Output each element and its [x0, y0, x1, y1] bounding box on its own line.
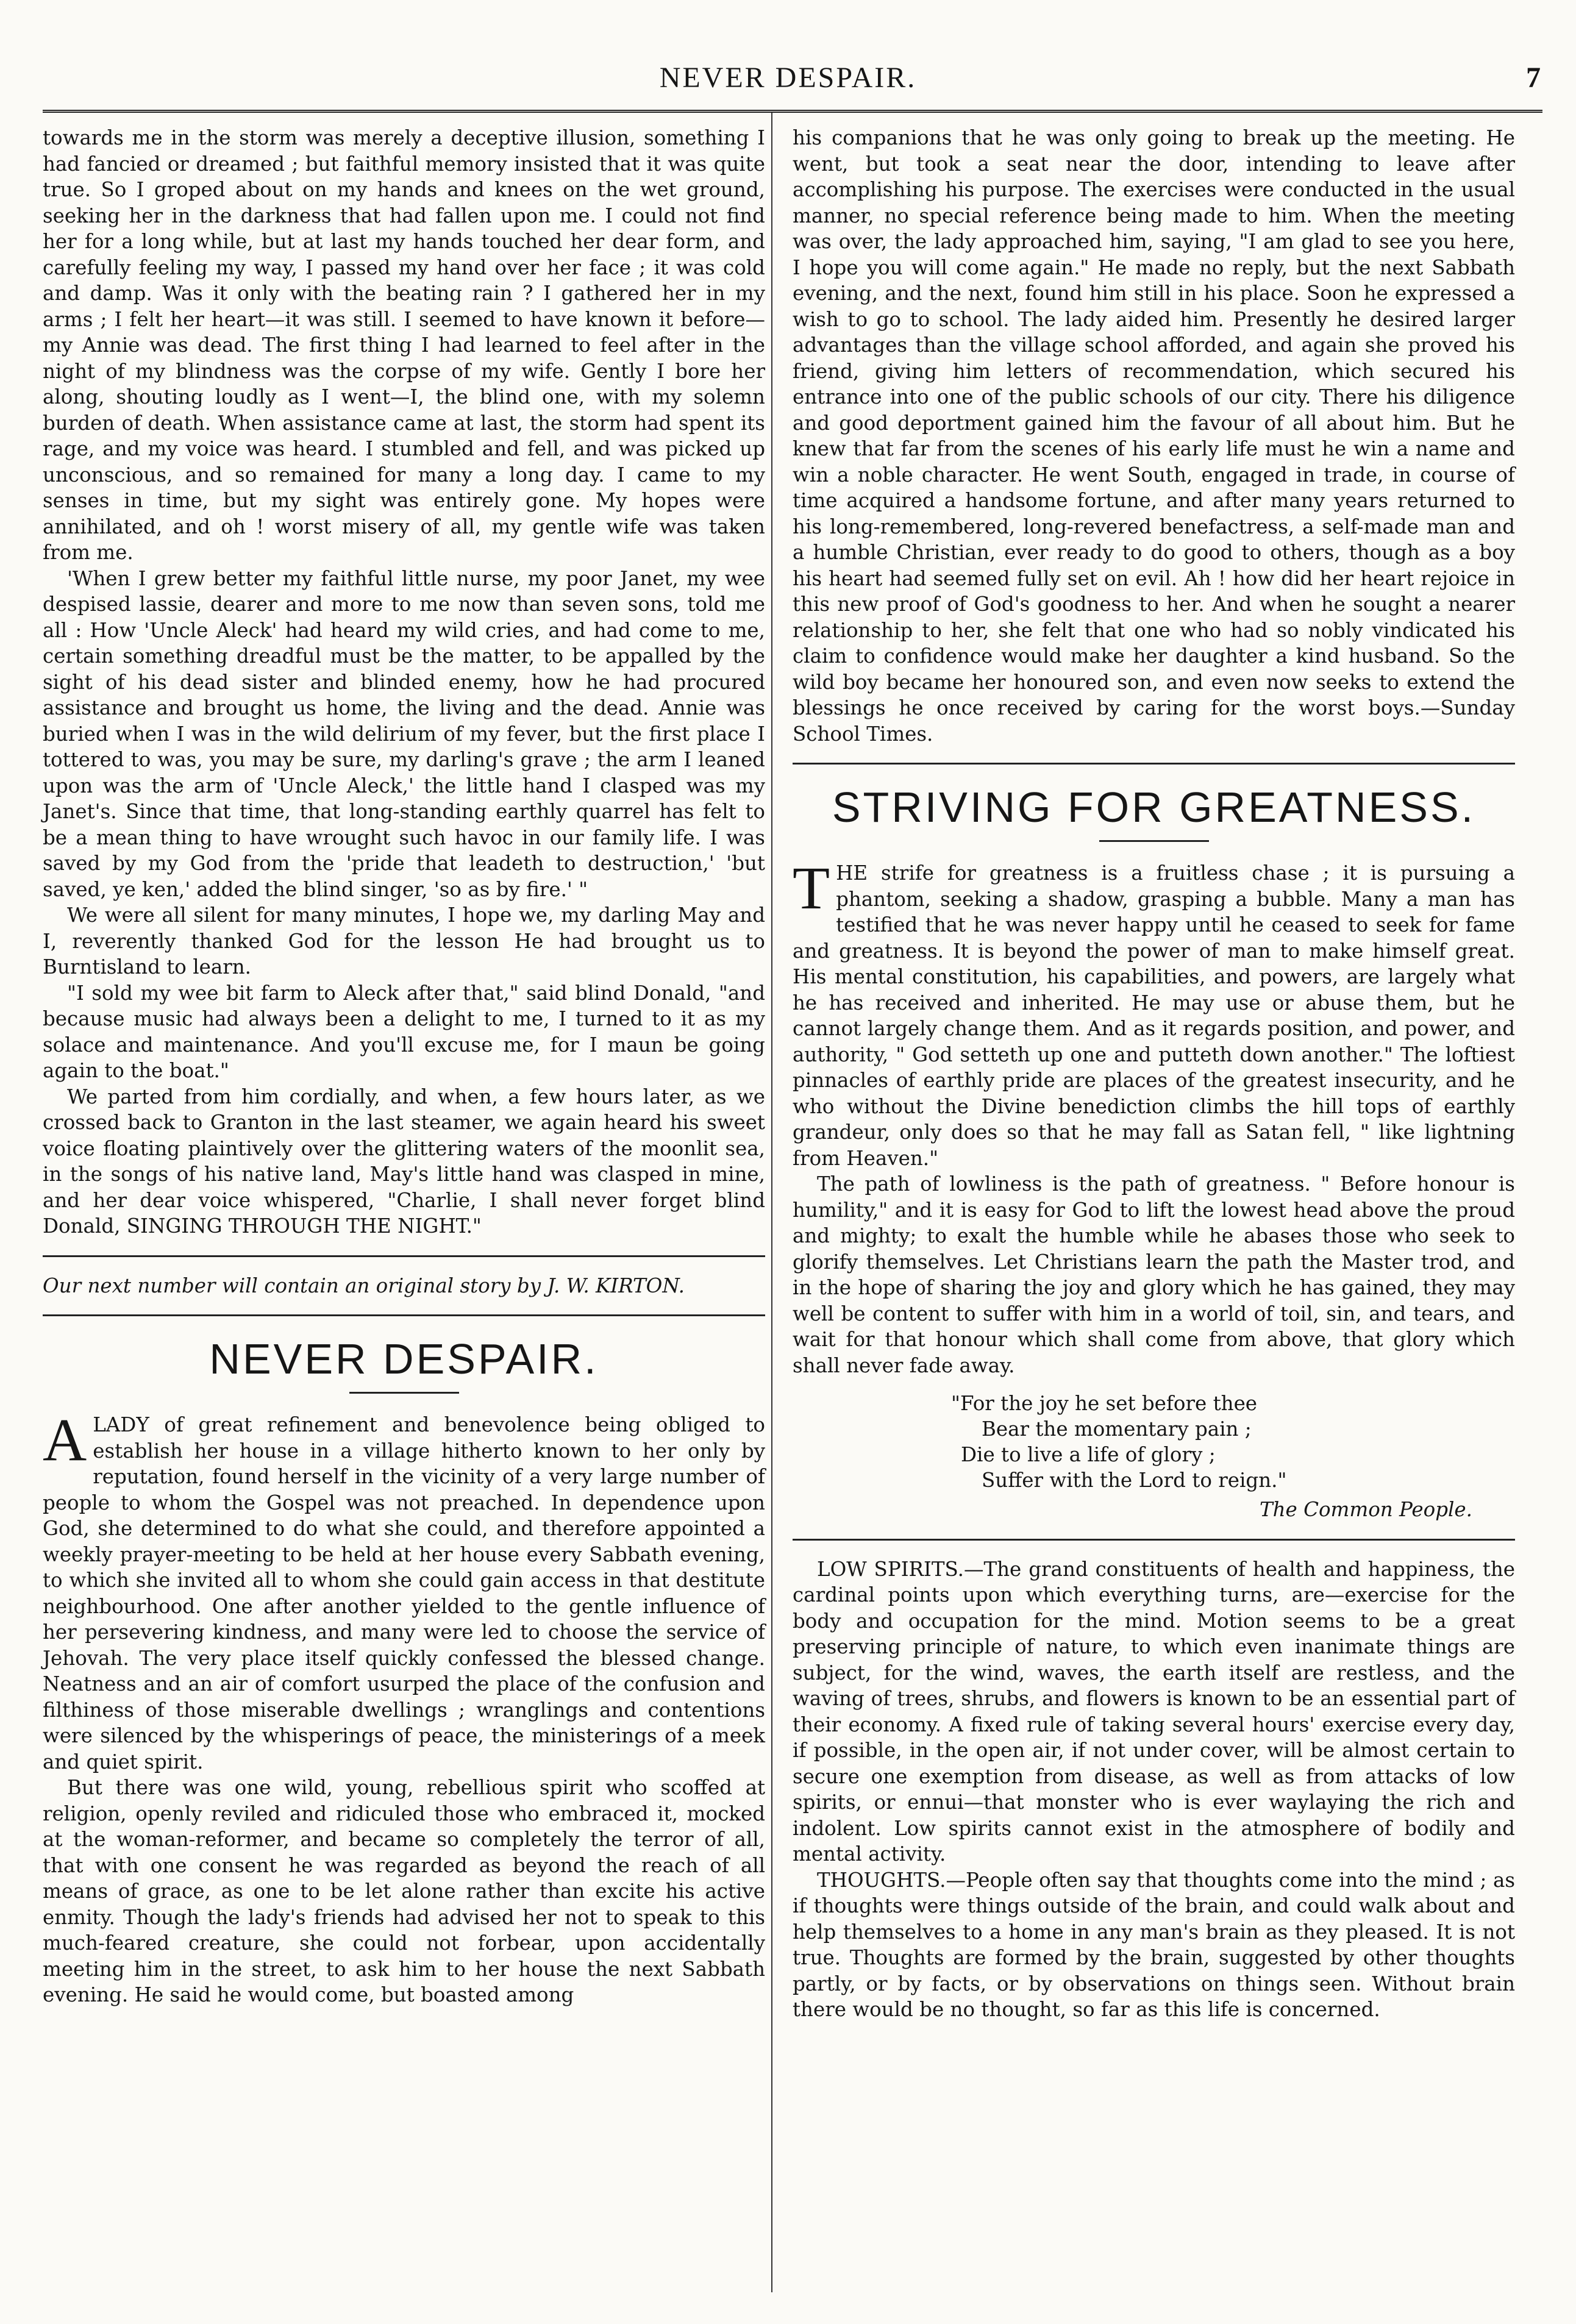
thoughts-paragraph	[793, 1867, 1515, 2023]
paragraph-text: —People often say that thoughts come into the mind ; as if thoughts were things outside of the brain, and could walk about and help themselves to a home in any man's brain as they pleased. It is not true. Thoughts are formed by the brain, suggested by other thoughts partly, or by facts, or by observations on things seen. Without brain there would be no thought, so far as this life is concerned.	[793, 1868, 1515, 2021]
right-column	[793, 125, 1515, 2023]
page-number: 7	[1526, 62, 1541, 94]
poem-attribution: The Common People.	[1259, 1498, 1472, 1521]
article-paragraph: The path of lowliness is the path of greatness. " Before honour is humility," and it is easy for God to lift the lowest head above the proud and mighty; to exalt the humble while he abases those who seek to glorify themselves. Let Christians learn the path the Master trod, and in the hope of sharing the joy and glory which he has gained, they may well be content to suffer with him in a world of toil, sin, and tears, and wait for that honour which shall come from above, that glory which shall never fade away.	[793, 1172, 1515, 1377]
story-paragraph: towards me in the storm was merely a deceptive illusion, something I had fancied or dreamed ; but faithful memory insisted that it was quite true. So I groped about on my hands and knees on the wet ground, seeking her in the darkness that had fallen upon me. I could not find her for a long while, but at last my hands touched her dear form, and carefully feeling my way, I passed my hand over her face ; it was cold and damp. Was it only with the beating rain ? I gathered her in my arms ; I felt her heart—it was still. I seemed to have known it before—my Annie was dead. The first thing I had learned to feel after in the night of my blindness was the corpse of my wife. Gently I bore her along, shouting loudly as I went—I, the blind one, with my solemn burden of death. When assistance came at last, the storm had spent its rage, and my voice was heard. I stumbled and fell, and was picked up unconscious, and so remained for many a long day. I came to my senses in time, but my sight was entirely gone. My hopes were annihilated, and oh ! worst misery of all, my gentle wife was taken from me.	[43, 126, 765, 564]
dropcap-letter: T	[793, 854, 830, 922]
lead-words: LADY	[93, 1413, 149, 1436]
article-paragraph	[793, 854, 1515, 1171]
poem-line: "For the joy he set before thee	[951, 1392, 1258, 1415]
running-head-title: NEVER DESPAIR.	[659, 62, 917, 94]
story-paragraph: "I sold my wee bit farm to Aleck after that," said blind Donald, "and because music had always been a delight to me, I turned to it as my solace and maintenance. And you'll excuse me, for I maun be going again to the boat."	[43, 981, 765, 1082]
poem-quote	[951, 1391, 1515, 1493]
section-rule	[793, 763, 1515, 765]
runin-heading: LOW SPIRITS.	[817, 1557, 964, 1581]
story-paragraph: 'When I grew better my faithful little nurse, my poor Janet, my wee despised lassie, dearer and more to me now than seven sons, told me all : How 'Uncle Aleck' had heard my wild cries, and had come to me, certain something dreadful must be the matter, to be appalled by the sight of his dead sister and blinded enemy, how he had procured assistance and brought us home, the living and the dead. Annie was buried when I was in the wild delirium of my fever, but the first place I tottered to was, you may be sure, my darling's grave ; the arm I leaned upon was the arm of 'Uncle Aleck,' the little hand I clasped was my Janet's. Since that time, that long-standing earthly quarrel has felt to be a mean thing to have wrought such havoc in our family life. I was saved by my God from the 'pride that leadeth to destruction,' 'but saved, ye ken,' added the blind singer, 'so as by fire.' "	[43, 566, 765, 901]
article-title-never-despair: NEVER DESPAIR.	[209, 1335, 599, 1383]
poem-line: Suffer with the Lord to reign."	[982, 1469, 1287, 1492]
title-underline	[1099, 840, 1209, 842]
continuation-paragraph: his companions that he was only going to break up the meeting. He went, but took a seat near the door, intending to leave after accomplishing his purpose. The exercises were conducted in the usual manner, no special reference being made to him. When the meeting was over, the lady approached him, saying, "I am glad to see you here, I hope you will come again." He made no reply, but the next Sabbath evening, and the next, found him still in his place. Soon he expressed a wish to go to school. The lady aided him. Presently he desired larger advantages than the village school afforded, and again she proved his friend, giving him letters of recommendation, which secured his entrance into one of the public schools of our city. There his diligence and good deportment gained him the favour of all about him. But he knew that far from the scenes of his early life must he win a name and win a noble character. He went South, engaged in trade, in course of time acquired a handsome fortune, and after many years returned to his long-remembered, long-revered benefactress, a self-made man and a humble Christian, ever ready to do good to others, though as a boy his heart had seemed fully set on evil. Ah ! how did her heart rejoice in this new proof of God's goodness to her. And when he sought a nearer relationship to her, she felt that one who had so nobly vindicated his claim to confidence would make her daughter a kind husband. So the wild boy became her honoured son, and even now seeks to extend the blessings he once received by caring for the worst boys.—Sunday School Times.	[793, 126, 1515, 746]
story-paragraph: We were all silent for many minutes, I hope we, my darling May and I, reverently thanked God for the lesson He had brought us to Burntisland to learn.	[43, 904, 765, 978]
poem-line: Bear the momentary pain ;	[982, 1417, 1252, 1441]
title-underline	[349, 1392, 459, 1394]
article-text: of great refinement and benevolence being obliged to establish her house in a village hitherto known to her only by reputation, found herself in the vicinity of a very large number of people to whom the Gospel was not preached. In dependence upon God, she determined to do what she could, and therefore appointed a weekly prayer-meeting to be held at her house every Sabbath evening, to which she invited all to whom she could gain access in that destitute neighbourhood. One after another yielded to the gentle influence of her persevering kindness, and many were led to choose the service of Jehovah. The very place itself quickly confessed the blessed change. Neatness and an air of comfort usurped the place of the confusion and filthiness of those miserable dwellings ; wranglings and contentions were silenced by the whisperings of peace, the ministerings of a meek and quiet spirit.	[43, 1413, 765, 1773]
article-paragraph	[43, 1406, 765, 1775]
left-column	[43, 125, 765, 2008]
section-rule	[43, 1314, 765, 1316]
runin-heading: THOUGHTS.	[817, 1868, 946, 1892]
story-paragraph: We parted from him cordially, and when, a few hours later, as we crossed back to Granton in the last steamer, we again heard his sweet voice floating plaintively over the glittering waters of the moonlit sea, in the songs of his native land, May's little hand was clasped in mine, and her dear voice whispered, "Charlie, I shall never forget blind Donald, SINGING THROUGH THE NIGHT."	[43, 1085, 765, 1238]
low-spirits-paragraph	[793, 1556, 1515, 1867]
article-paragraph: But there was one wild, young, rebellious spirit who scoffed at religion, openly reviled and ridiculed those who embraced it, mocked at the woman-reformer, and became so completely the terror of all, that with one consent he was regarded as beyond the reach of all means of grace, as one to be let alone rather than excite his active enmity. Though the lady's friends had advised her not to speak to this much-feared creature, she could not forbear, upon accidentally meeting him in the street, to ask him to her house the next Sabbath evening. He said he would come, but boasted among	[43, 1776, 765, 2006]
section-rule	[43, 1255, 765, 1257]
next-number-note: Our next number will contain an original story by J. W. KIRTON.	[43, 1274, 685, 1297]
section-rule	[793, 1539, 1515, 1541]
dropcap-letter: A	[43, 1406, 87, 1474]
header-rule	[43, 110, 1542, 113]
poem-line: Die to live a life of glory ;	[961, 1443, 1216, 1466]
column-divider	[771, 113, 772, 2292]
article-text: HE strife for greatness is a fruitless chase ; it is pursuing a phantom, seeking a shadow, grasping a bubble. Many a man has testified that he was never happy until he ceased to seek for fame and greatness. It is beyond the power of man to make himself great. His mental constitution, his capabilities, and powers, are largely what he has received and inherited. He may use or abuse them, but he cannot largely change them. And as it regards position, and power, and authority, " God setteth up one and putteth down another." The loftiest pinnacles of earthly pride are places of the greatest insecurity, and he who without the Divine benediction climbs the hill tops of earthly grandeur, only does so that he may fall as Satan fell, " like lightning from Heaven."	[793, 861, 1515, 1170]
article-title-striving: STRIVING FOR GREATNESS.	[832, 783, 1476, 831]
paragraph-text: —The grand constituents of health and happiness, the cardinal points upon which everything turns, are—exercise for the body and occupation for the mind. Motion seems to be a great preserving principle of nature, to which even inanimate things are subject, for the wind, waves, the earth itself are restless, and the waving of trees, shrubs, and flowers is known to be an essential part of their economy. A fixed rule of taking several hours' exercise every day, if possible, in the open air, if not under cover, will be almost certain to secure one exemption from disease, as well as from attacks of low spirits, or ennui—that monster who is ever waylaying the rich and indolent. Low spirits cannot exist in the atmosphere of bodily and mental activity.	[793, 1557, 1515, 1866]
